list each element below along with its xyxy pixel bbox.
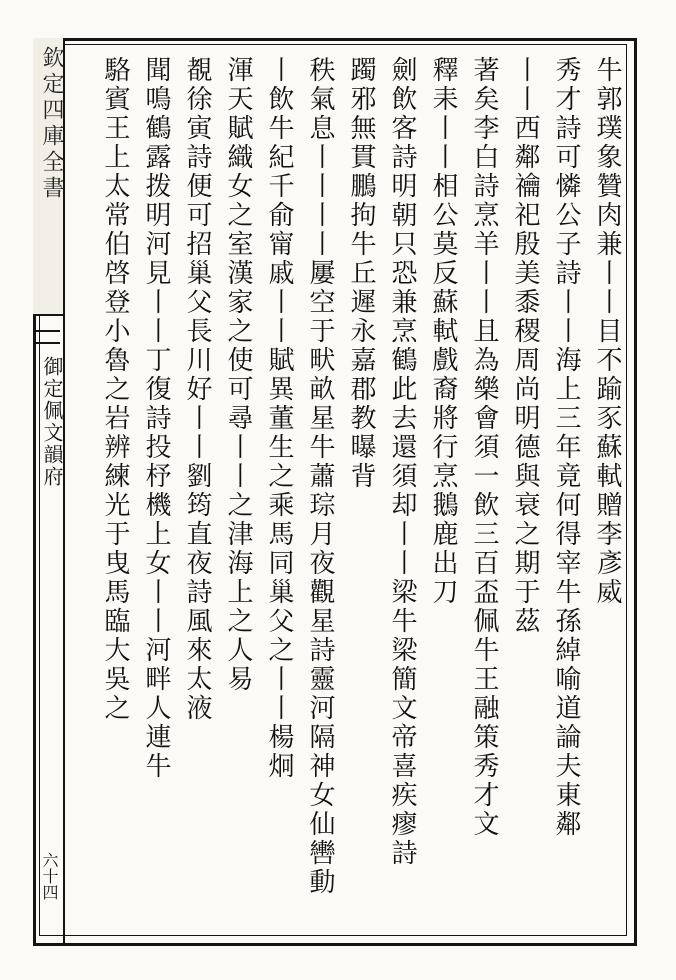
text-column-11 [180, 56, 214, 930]
col-seg: 秀才文 [469, 752, 499, 839]
col-seg: 著矣李白詩烹羊丨丨且為樂會須一飲三百盃佩牛王融策 [469, 56, 499, 752]
text-column-7 [344, 56, 378, 930]
text-column-12 [139, 56, 173, 930]
col-seg: 牛郭璞象贊肉兼丨丨目不踰豕蘇軾贈李彥威 [592, 56, 622, 607]
col-seg: 聞鳴鶴露拨明河見丨丨丁復詩投杼機上女丨丨河畔人連牛 [141, 56, 171, 781]
text-column-4 [467, 56, 501, 930]
col-seg: 喜疾瘳詩 [387, 752, 417, 868]
text-column-9 [262, 56, 296, 930]
text-column-8 [303, 56, 337, 930]
col-seg: 秀才詩可憐公子詩丨丨海上三年竟何得宰牛孫綽喻道 [551, 56, 581, 723]
text-column-2 [549, 56, 583, 930]
col-seg: 覩徐寅詩便可招巢父長川好丨丨劉筠直夜詩風來太液 [182, 56, 212, 723]
col-seg: 河隔神女仙轡動 [305, 694, 335, 897]
col-seg: 釋耒丨丨相公莫反蘇軾戲裔將行烹鵝鹿出刀 [428, 56, 458, 607]
spine-title: 欽定四庫全書 [39, 46, 64, 202]
col-seg: 論夫東鄰 [551, 723, 581, 839]
text-column-10 [221, 56, 255, 930]
text-column-1 [590, 56, 624, 930]
text-column-5 [426, 56, 460, 930]
col-seg: 秩氣息丨丨丨丨屢空于畎畝星牛蕭琮月夜觀星詩靈 [305, 56, 335, 694]
text-column-3 [508, 56, 542, 930]
text-column-6 [385, 56, 419, 930]
col-seg: 駱賓王上太常伯啓登小魯之岩辨練光于曳馬臨大吳之 [100, 56, 130, 723]
col-seg: 劍飲客詩明朝只恐兼烹鶴此去還須却丨丨梁牛梁簡文帝 [387, 56, 417, 752]
text-column-13 [98, 56, 132, 930]
page-number: 六十四 [40, 852, 59, 900]
col-seg: 渾天賦織女之室漢家之使可尋丨丨之津海上之人易 [223, 56, 253, 694]
fish-tail-mark [36, 330, 60, 344]
col-seg: 躅邪無貫鵬拘牛丘遲永嘉郡教曝背 [346, 56, 376, 491]
col-seg: 丨丨西鄰禴祀殷美黍稷周尚明德與衰之期于茲 [510, 56, 540, 636]
spine-book-title: 御定佩文韻府 [40, 356, 64, 488]
col-seg: 丨飲牛紀千俞甯戚丨丨賦異董生之乘馬同巢父之丨丨楊炯 [264, 56, 294, 781]
